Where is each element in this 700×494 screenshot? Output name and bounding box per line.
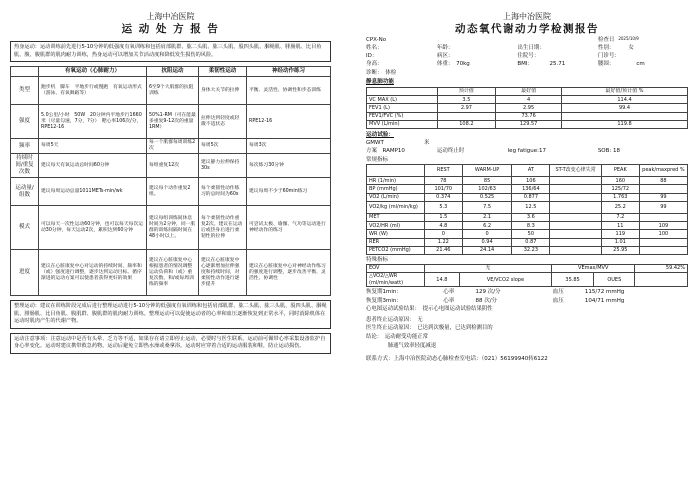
cell: 7.2 [601,213,639,221]
meta-row-3 [366,61,688,68]
cell: 3.6 [512,213,550,221]
table-row [367,246,688,254]
cell: 6.2 [462,222,511,230]
report-header [10,12,331,35]
table-row [11,178,331,206]
cell: 3.5 [437,96,496,104]
routine-label-row [366,157,688,164]
warmup-section [10,41,331,62]
cell: 100 [639,230,687,238]
sex-label: 性别： [597,45,615,52]
cell: 0 [424,230,462,238]
header-cell: PEAK [601,165,639,177]
cell: 8.3 [512,222,550,230]
cell: VEmax/MVV [551,264,634,272]
cell-flexibility: 建议在心脏康复中心逐渐增加拉伸强度和持续时间，对柔韧性动作进行逐步提升 [199,250,247,296]
weight-label: 体重： 70kg [436,61,470,68]
special-table [366,264,688,288]
meta-row-2 [366,53,688,60]
cell-neuromotor: RPE12-16 [247,105,331,139]
row-label: 运动量/组数 [11,178,39,206]
report-title: 动态氧代谢动力学检测报告 [455,22,599,35]
cell-flexibility: 身体大关节的拉伸 [199,77,247,105]
doctor-stop-reason: 医生终止运动原因： 已达到次极量，已达到检测目的 [366,325,493,332]
hospital-name: 上海中冶医院 [503,12,551,21]
cell: 108.2 [437,120,496,128]
cell: FEV1/FVC (%) [367,112,438,120]
cell: 21.46 [424,246,462,254]
cell: EOV [367,264,425,272]
notes-section [10,333,331,354]
recovery-label: 恢复期1min： [366,289,402,296]
row-label: 进度 [11,250,39,296]
cpet-report [352,0,700,494]
cell: 4 [496,96,562,104]
cell [550,185,601,193]
cell: 0.94 [462,238,511,246]
cell-resistance: 建议每个动作重复2组。 [147,178,199,206]
cell-neuromotor: 可尝试太极、瑜伽、气功等运动进行神经动作的练习 [247,206,331,250]
row-label: 持续时间/重复次数 [11,154,39,178]
cell-aerobic: 建议每天有氧运动总时间60分钟 [39,154,147,178]
table-row [367,201,688,213]
header-cell [367,165,425,177]
meta-row-1 [366,45,688,52]
recovery-label: 恢复期3min： [366,297,402,304]
cell: 85 [462,177,511,185]
report-title: 运 动 处 方 报 告 [121,22,220,35]
routine-label: 常规指标 [366,156,389,163]
cell: FEV1 (L) [367,104,438,112]
header-cell: WARM-UP [462,165,511,177]
cell-neuromotor: 建议在心脏康复中心对神经动作练习的强度进行调整，逐步改善平衡、灵活性、协调性 [247,250,331,296]
table-row [11,105,331,139]
dept-label: 病区： [436,53,454,60]
cell: 99 [639,201,687,213]
hr-value: 129 次/分 [475,289,501,296]
cell-neuromotor: 建议每周不少于60min练习 [247,178,331,206]
cell: 35.85 [551,272,593,287]
cell [550,246,601,254]
cell [550,213,601,221]
header-cell: peak/maxpred % [639,165,687,177]
cell: 119.8 [562,120,688,128]
hosp-no-label: 住院号： [517,53,540,60]
name-label: 姓名： [366,45,383,52]
age-label: 年龄： [436,45,454,52]
table-row [367,104,688,112]
cell: 0.525 [462,193,511,201]
cell [639,246,687,254]
bmi-value: 25.71 [549,61,566,68]
exercise-section-title: 运动试验： [366,132,394,139]
cell [562,112,688,120]
special-label: 特殊指标 [366,257,389,264]
header-cell: 最好值 [496,87,562,95]
diagnosis: 诊断： 体检 [366,69,397,76]
gmwt-row [366,140,688,147]
header-aerobic: 有氧运动（心肺耐力） [39,67,147,77]
id-label: ID： [366,53,378,60]
table-row [367,112,688,120]
cell: 101/70 [424,185,462,193]
cell: 119 [601,230,639,238]
cell: VC MAX (L) [367,96,438,104]
recovery-row [366,298,688,305]
contact-info: 联系方式：上海中冶医院动态心肺检查室电话：（021）56199940转6122 [366,356,548,363]
cell: 1.22 [424,238,462,246]
report-header [366,12,688,35]
cell [550,201,601,213]
cell: 78 [424,177,462,185]
cell-resistance: 建议每组训练间休息时间为2分钟，同一肌群的训练间隔时间在48小时以上。 [147,206,199,250]
cell-resistance: 50%1-RM（可在能最多重复9-12次的重量1RM） [147,105,199,139]
cell: 25.2 [601,201,639,213]
cell: OUES [594,272,635,287]
header-cell: ST-T改变心律失常 [550,165,601,177]
cell: RER [367,238,425,246]
cell: 114.4 [562,96,688,104]
cell: 129.57 [496,120,562,128]
stop-reason: 运动终止时 [436,148,465,155]
cell-aerobic: 每周5天 [39,139,147,154]
cell: 2.95 [496,104,562,112]
cell: 102/63 [462,185,511,193]
meta-row-date [366,37,688,44]
cell: VO2/kg (ml/min/kg) [367,201,425,213]
table-row [367,177,688,185]
cell: VO2/HR (ml) [367,222,425,230]
cell: 5.3 [424,201,462,213]
cell: VO2 (L/min) [367,193,425,201]
cell: 0.374 [424,193,462,201]
table-row [11,250,331,296]
cell [550,238,601,246]
table-row [367,96,688,104]
row-label: 频率 [11,139,39,154]
outpatient-label: 门诊号： [597,53,620,60]
row-label: 模式 [11,206,39,250]
cell: 125/72 [601,185,639,193]
cell-aerobic: 建议在心脏康复中心对运动的持续时间、频率和（或）强度进行调整，逐步达到运动目标。循序渐进的运动方案可以使患者获得更好的效果 [39,250,147,296]
recovery-row [366,289,688,296]
special-label-row [366,257,688,264]
cell [550,222,601,230]
cell-aerobic: 5.0公里/小时 50W 20分钟内平地步行1660米（尽量勾速，7分，?分） 靶心率106次/分，RPE12-16 [39,105,147,139]
cell: 2.97 [437,104,496,112]
hr-label: 心率 [443,297,455,304]
date-value: 2025/10/9 [618,36,639,42]
cell: 2.1 [462,213,511,221]
table-row [367,222,688,230]
protocol-row [366,148,688,155]
table-row [11,139,331,154]
cell: 1.01 [601,238,639,246]
cell: 7.5 [462,201,511,213]
cell: 无 [424,264,551,272]
table-row [367,165,688,177]
cell-resistance: 6至9个大肌群的抗阻训练 [147,77,199,105]
cell: 50 [512,230,550,238]
table-row [367,120,688,128]
cell [550,230,601,238]
cell [550,193,601,201]
warmup-text: 热身运动：运动训练前先进行5-10分钟的低强度有氧训练和包括肩部肌群、肱二头肌、肱三头肌、股四头肌、腘绳肌、腓肠肌、比目鱼肌、腹、腹肌群的肌肉耐力训练，热身运动可以增加关节活动度和降低发生损伤的风险。 [14,44,322,58]
conclusion-section [366,316,688,351]
header-cell: 最好值/预计值 % [562,87,688,95]
sex-value: 女 [628,45,634,52]
table-row [367,193,688,201]
hr-value: 88 次/分 [475,297,498,304]
header-flexibility: 柔韧性运动 [199,67,247,77]
cell: 1.763 [601,193,639,201]
cpx-no: CPX-No [366,37,387,44]
cell: 88 [639,177,687,185]
cell: 0.877 [512,193,550,201]
rest-section-title: 静息肺功能 [366,79,394,86]
cell: 25.95 [601,246,639,254]
table-row [11,154,331,178]
cell: 0.87 [512,238,550,246]
cell: BP (mmHg) [367,185,425,193]
cell: MET [367,213,425,221]
cell: 12.5 [512,201,550,213]
bp-value: 104/71 mmHg [584,297,625,304]
cell-flexibility: 每周5次 [199,139,247,154]
cell: 14.8 [424,272,459,287]
table-row [367,87,688,95]
prescription-header-row [11,67,331,77]
table-row [367,264,688,272]
cell: 160 [601,177,639,185]
bp-label: 血压 [552,297,564,304]
bp-label: 血压 [552,289,564,296]
cell: 4.8 [424,222,462,230]
conclusion-line-2: 肺通气效率轻度减退 [366,342,437,349]
header-resistance: 抗阻运动 [147,67,199,77]
cell [639,213,687,221]
hr-label: 心率 [443,289,455,296]
cell: 106 [512,177,550,185]
ecg-result: 心电图运动试验结果： 提示心电图运动试验结果阴性 [366,306,493,313]
recovery-section [366,289,688,312]
hospital-name: 上海中冶医院 [146,12,195,21]
header-neuromotor: 神经动作练习 [247,67,331,77]
cell: PETCO2 (mmHg) [367,246,425,254]
table-row [367,185,688,193]
table-row [367,230,688,238]
cell-resistance: 建议在心脏康复中心根据患者的情况调整运动负荷和（或）重复次数、和/或每周训练的频率 [147,250,199,296]
cell-aerobic: 跑步机 脚车 平地步行或慢跑 有氧运动形式（游泳、有氧舞蹈等） [39,77,147,105]
table-row [11,206,331,250]
table-row [11,77,331,105]
height-label: 身高： [366,61,383,68]
gmwt-label: GMWT [366,140,384,147]
cell: 24.14 [462,246,511,254]
cell-resistance: 每组重复12次 [147,154,199,178]
protocol: 方案 RAMP10 [366,148,405,155]
cooldown-section [10,300,331,329]
gmwt-value: 米 [423,140,430,147]
patient-stop-reason: 患者终止运动原因： 无 [366,316,423,323]
cell: △VO2/△WR (ml/min/watt) [367,272,425,287]
cell: MVV (L/min) [367,120,438,128]
rest-table [366,87,688,129]
cell [639,185,687,193]
cell: VE/VCO2 slope [459,272,551,287]
header-cell [367,87,438,95]
cell: HR (1/min) [367,177,425,185]
date-label: 检查日 [597,37,615,44]
sob: SOB: 18 [597,148,621,155]
header-cell: AT [512,165,550,177]
cell: 59.42% [635,264,688,272]
row-label: 类型 [11,77,39,105]
cell-flexibility: 每个柔韧性动作重复2次。建议在运动后或热身后进行柔韧性的拉伸 [199,206,247,250]
birth-label: 出生日期： [517,45,545,52]
exercise-prescription-report [0,0,345,494]
table-row [367,272,688,287]
waist-unit: cm [636,61,645,68]
exercise-table [366,164,688,255]
cell: 32.23 [512,246,550,254]
cell [635,272,688,287]
header-cell: 预计值 [437,87,496,95]
table-row [367,213,688,221]
cell-neuromotor: 平衡、灵活性、协调性和步态训练 [247,77,331,105]
cell: WR (W) [367,230,425,238]
cell-flexibility: 建议静力拉伸保持30s [199,154,247,178]
bmi-label: BMI： [517,61,533,68]
header-cell: REST [424,165,462,177]
prescription-table [10,66,331,296]
cell-aerobic: 建议每周运动总量1011METs-min/wk [39,178,147,206]
cell-resistance: 每一个肌群每周训练2次 [147,139,199,154]
bp-value: 115/72 mmHg [584,289,625,296]
cooldown-text: 整理运动：建议在训练阶段完成后进行整理运动进行5-10分钟的低强度有氧训练和包括肩部肌群、肱二头肌、肱三头肌、股四头肌、腘绳肌、腓肠肌、比目鱼肌、腹肌群、腹肌群的肌肉耐力训练。整理运动可以促使运动者的心率和血压逐渐恢复到正常水平，同时消除机体在运动时肌肉产生的代谢产物。 [14,303,327,325]
cell: 0 [462,230,511,238]
cell [437,112,496,120]
conclusion-line-1: 结论： 运动耐受功能正常 [366,333,428,340]
cell: 11 [601,222,639,230]
cell-neuromotor: 每次练习30分钟 [247,154,331,178]
header-blank [11,67,39,77]
cell: 109 [639,222,687,230]
waist-label: 腰围： [597,61,615,68]
cell-aerobic: 可以每天一次性运动60分钟，也可以每天每次运动30分钟，每天运动2次，累积达到60分钟 [39,206,147,250]
row-label: 强度 [11,105,39,139]
cell: 99 [639,193,687,201]
cell: 1.5 [424,213,462,221]
cell [550,177,601,185]
cell: 136/64 [512,185,550,193]
cell: 99.4 [562,104,688,112]
cell-neuromotor: 每周3次 [247,139,331,154]
cell [639,238,687,246]
table-row [367,238,688,246]
cell: 73.76 [496,112,562,120]
cell-flexibility: 拉伸达到轻度或轻微不适状态 [199,105,247,139]
leg-fatigue: leg fatigue:17 [507,148,547,155]
patient-meta [366,37,688,76]
meta-row-4 [366,70,688,77]
cell-flexibility: 每个柔韧性动作练习的总时间为60s [199,178,247,206]
notes-text: 运动注意事项：注意运动中是否有头晕、乏力等不适，如果存在请立即停止运动，必要时与医生联系。运动前可佩带心率采集设备监护自身心率变化。运动时建议携带救急药物。运动后避免立即热水澡或桑拿浴。运动时应穿着合适的运动服装和鞋，防止运动损伤。 [14,335,326,350]
